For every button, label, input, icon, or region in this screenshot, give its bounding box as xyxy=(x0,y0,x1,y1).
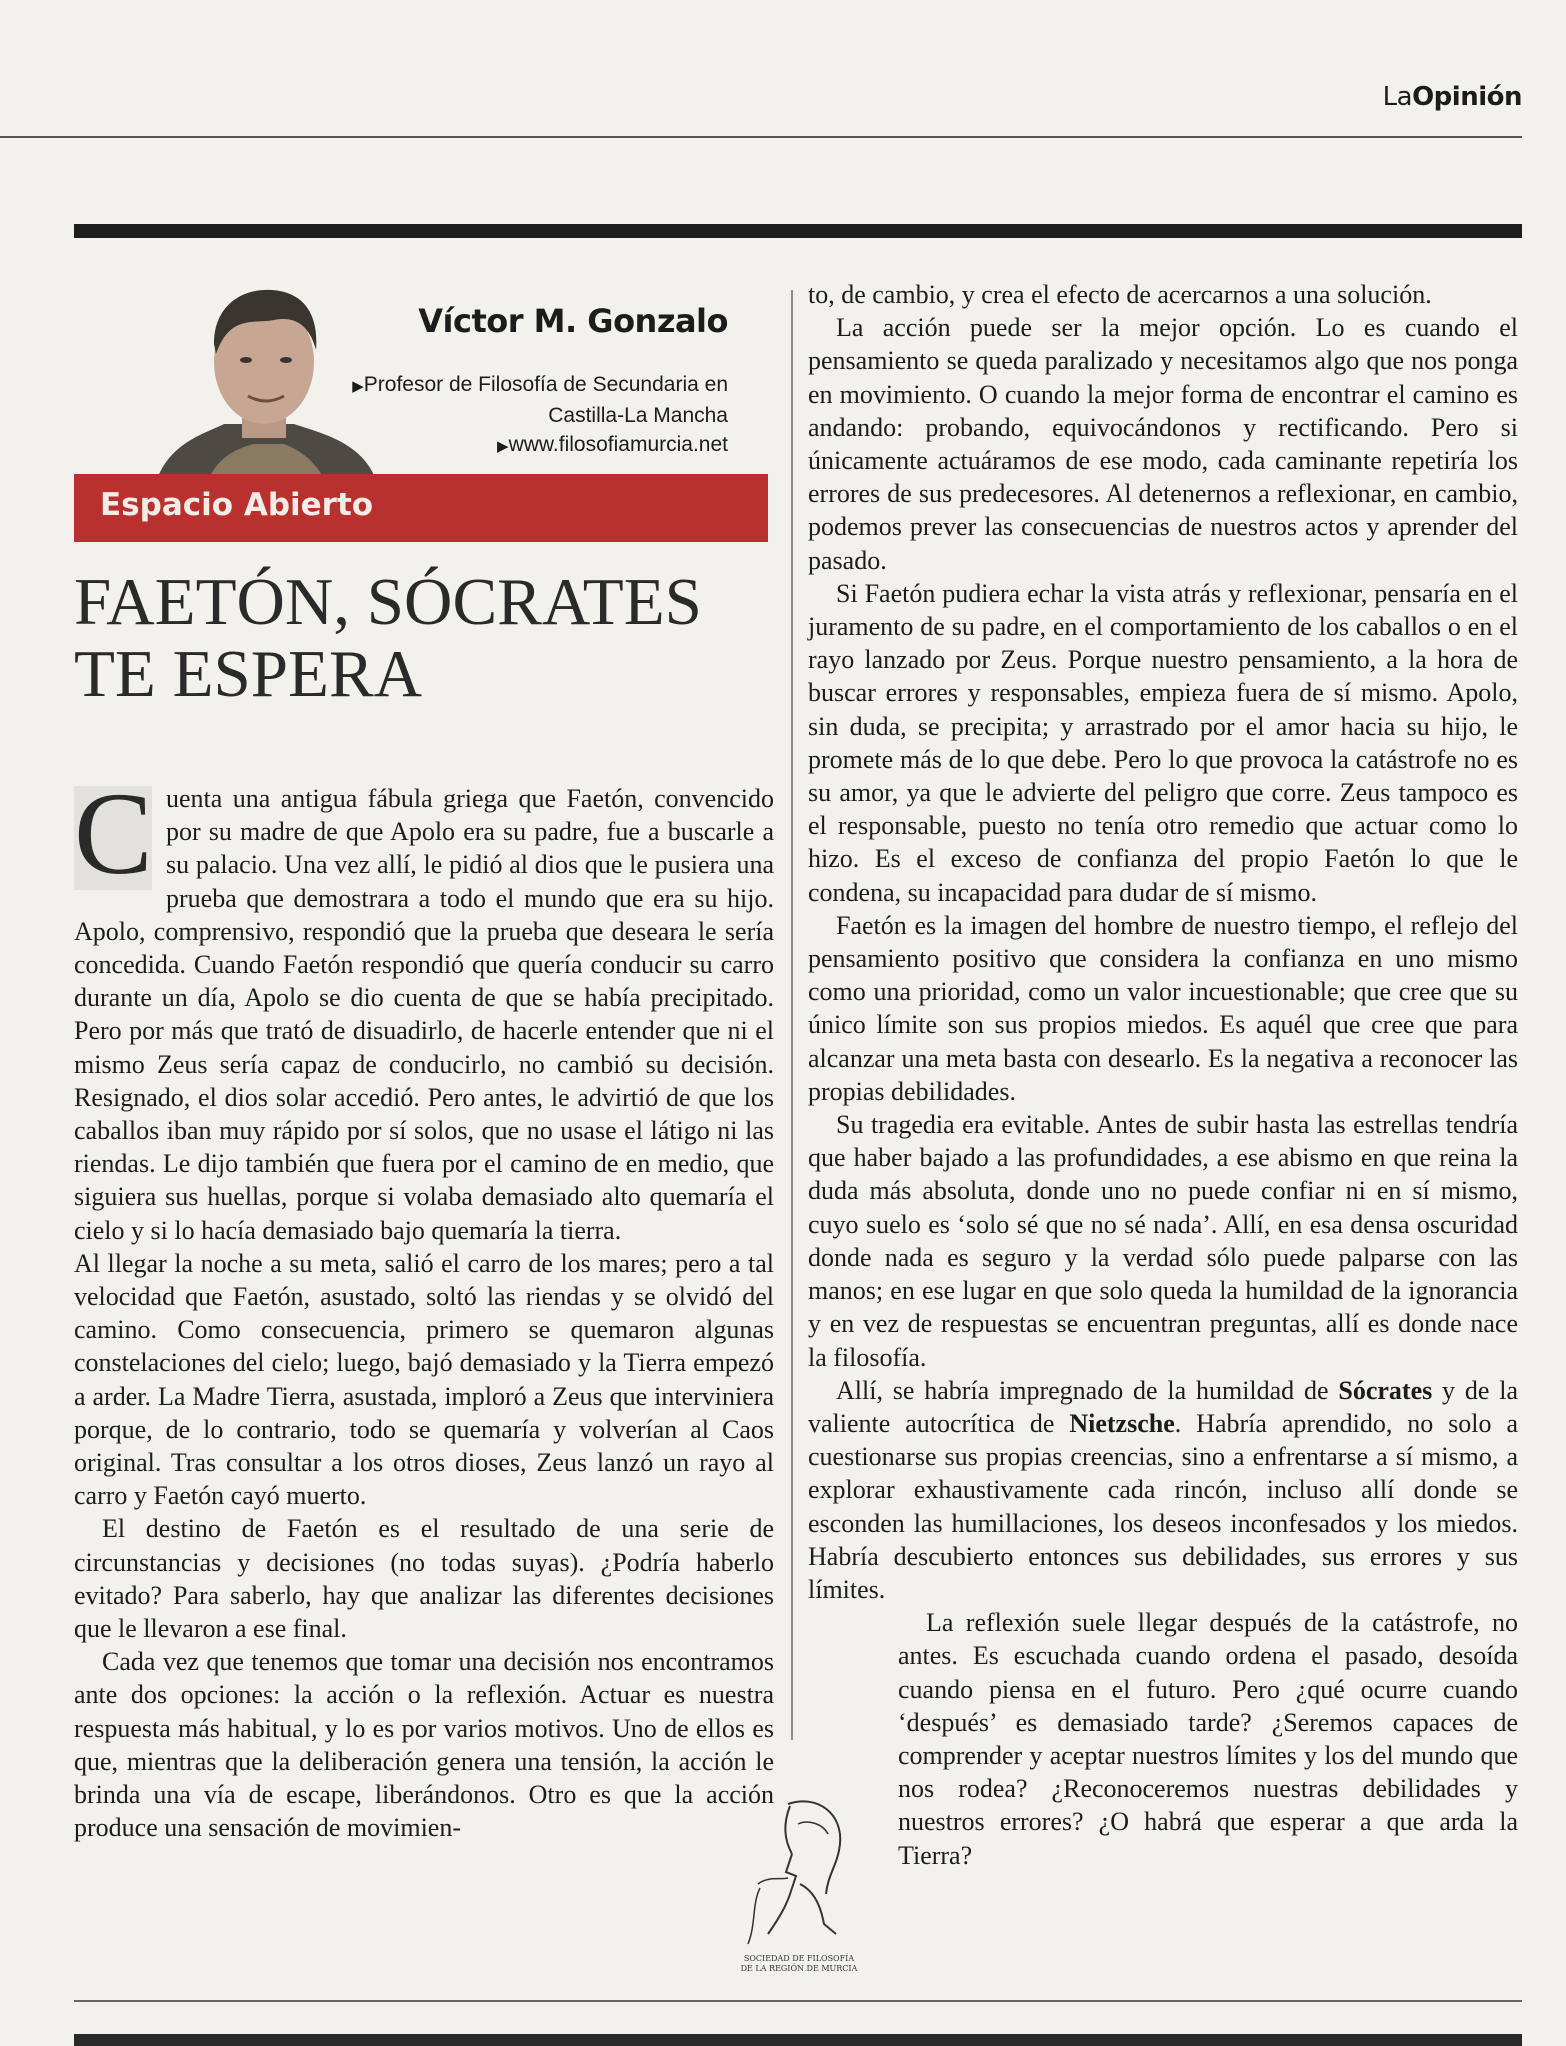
author-info xyxy=(308,370,728,461)
arrow-right-icon: ▶ xyxy=(497,438,509,455)
article-paragraph: Cada vez que tenemos que tomar una decisión nos encontramos ante dos opciones: la acción o la reflexión. Actuar es nuestra respuesta más habitual, y lo es por varios motivos. Uno de ellos es que, mientras que la deliberación genera una tensión, la acción le brinda una vía de escape, liberándonos. Otro es que la acción produce una sensación de movimien- xyxy=(74,1647,774,1843)
article-paragraph: to, de cambio, y crea el efecto de acercarnos a una solución. xyxy=(808,280,1432,309)
article-paragraph: El destino de Faetón es el resultado de una serie de circunstancias y decisiones (no todas suyas). ¿Podría haberlo evitado? Para saberlo, hay que analizar las diferentes decisiones que le llevaron a ese final. xyxy=(74,1514,774,1644)
article-column-left xyxy=(74,768,774,1845)
article-paragraph: C uenta una antigua fábula griega que Faetón, convencido por su madre de que Apolo era su padre, fue a buscarle a su palacio. Una vez allí, le pidió al dios que le pusiera una prueba que demostrara a todo el mundo que era su hijo. Apolo, comprensivo, respondió que la prueba que deseara le sería concedida. Cuando Faetón respondió que quería conducir su carro durante un día, Apolo se dio cuenta de que se había precipitado. Pero por más que trató de disuadirlo, de hacerle entender que ni el mismo Zeus sería capaz de conducirlo, no cambió su decisión. Resignado, el dios solar accedió. Pero antes, le advirtió de que los caballos iban muy rápido por sí solos, que no usase el látigo ni las riendas. Le dijo también que fuera por el camino de en medio, que siguiera sus huellas, porque si volaba demasiado alto quemaría el cielo y si lo hacía demasiado bajo quemaría la tierra. xyxy=(74,768,774,1245)
society-logo-caption: SOCIEDAD DE FILOSOFÍA DE LA REGIÓN DE MURCIA xyxy=(740,1954,858,1973)
article-paragraph: Su tragedia era evitable. Antes de subir hasta las estrellas tendría que haber bajado a las profundidades, a ese abismo en que reina la duda más absoluta, donde uno no puede confiar ni en sí mismo, cuyo suelo es ‘solo sé que no sé nada’. Allí, en esa densa oscuridad donde nada es seguro y la verdad sólo puede palparse con las manos; en ese lugar en que solo queda la humildad de la ignorancia y en vez de respuestas se encuentran preguntas, allí es donde nace la filosofía. xyxy=(808,1110,1518,1372)
header-thick-rule xyxy=(74,224,1522,238)
top-rule xyxy=(0,136,1522,138)
newspaper-brand: LaOpinión xyxy=(1382,82,1522,112)
drop-cap: C xyxy=(74,768,153,899)
author-region: Castilla-La Mancha xyxy=(548,404,728,427)
article-paragraph: Allí, se habría impregnado de la humildad de Sócrates y de la valiente autocrítica de Nietzsche. Habría aprendido, no solo a cuestionarse sus propias creencias, sino a enfrentarse a sí mismo, a explorar exhaustivamente cada rincón, incluso allí donde se esconden las humillaciones, los deseos inconfesados y los miedos. Habría descubierto entonces sus debilidades, sus errores y sus límites. xyxy=(808,1375,1518,1604)
section-label: Espacio Abierto xyxy=(100,487,374,523)
article-paragraph: Al llegar la noche a su meta, salió el carro de los mares; pero a tal velocidad que Faetón, asustado, soltó las riendas y se olvidó del camino. Como consecuencia, primero se quemaron algunas constelaciones del cielo; luego, bajó demasiado y la Tierra empezó a arder. La Madre Tierra, asustada, imploró a Zeus que interviniera porque, de lo contrario, todo se quemaría y volverían al Caos original. Tras consultar a los otros dioses, Zeus lanzó un rayo al carro y Faetón cayó muerto. xyxy=(74,1248,774,1511)
article-paragraph: La reflexión suele llegar después de la catástrofe, no antes. Es escuchada cuando ordena el pasado, desoída cuando piensa en el futuro. Pero ¿qué ocurre cuando ‘después’ es demasiado tarde? ¿Seremos capaces de comprender y aceptar nuestros límites y los del mundo que nos rodea? ¿Reconoceremos nuestras debilidades y nuestros errores? ¿O habrá que esperar a que arda la Tierra? xyxy=(898,1608,1518,1870)
name-socrates: Sócrates xyxy=(1338,1375,1433,1405)
author-name: Víctor M. Gonzalo xyxy=(418,302,728,340)
author-role: ▶Profesor de Filosofía de Secundaria en xyxy=(352,373,728,396)
name-nietzsche: Nietzsche xyxy=(1069,1408,1175,1438)
article-paragraph: La acción puede ser la mejor opción. Lo es cuando el pensamiento se queda paralizado y necesitamos algo que nos ponga en movimiento. O cuando la mejor forma de encontrar el camino es andando: probando, equivocándonos y rectificando. Pero si únicamente actuáramos de ese modo, cada caminante repetiría los errores de sus predecesores. Al detenernos a reflexionar, en cambio, podemos prever las consecuencias de nuestros actos y aprender del pasado. xyxy=(808,313,1518,575)
article-paragraph: Si Faetón pudiera echar la vista atrás y reflexionar, pensaría en el juramento de su padre, en el comportamiento de los caballos o en el rayo lanzado por Zeus. Porque nuestro pensamiento, a la hora de buscar errores y responsables, empieza fuera de sí mismo. Apolo, sin duda, se precipita; y arrastrado por el amor hacia su hijo, le promete más de lo que debe. Pero lo que provoca la catástrofe no es su amor, ya que le advierte del peligro que corre. Zeus tampoco es el responsable, puesto no tenía otro remedio que actuar como lo hizo. Es el exceso de confianza del propio Faetón lo que le condena, su incapacidad para dudar de sí mismo. xyxy=(808,578,1518,907)
author-block xyxy=(74,258,768,490)
bottom-rule xyxy=(74,2000,1522,2002)
section-bar xyxy=(74,474,768,542)
arrow-right-icon: ▶ xyxy=(352,378,364,395)
philosopher-head-icon xyxy=(728,1784,868,1954)
author-website[interactable]: ▶www.filosofiamurcia.net xyxy=(497,433,728,456)
article-column-right xyxy=(808,278,1518,1872)
article-paragraph: Faetón es la imagen del hombre de nuestro tiempo, el reflejo del pensamiento positivo que considera la confianza en uno mismo como una prioridad, como un valor incuestionable; que cree que su único límite son sus propios miedos. Es aquél que cree que para alcanzar una meta basta con desearlo. Es la negativa a reconocer las propias debilidades. xyxy=(808,910,1518,1106)
column-divider xyxy=(791,290,793,1740)
masthead xyxy=(0,0,1566,140)
society-logo xyxy=(728,1784,868,1974)
headline: FAETÓN, SÓCRATES TE ESPERA xyxy=(74,565,702,711)
bottom-thick-rule xyxy=(74,2034,1522,2046)
